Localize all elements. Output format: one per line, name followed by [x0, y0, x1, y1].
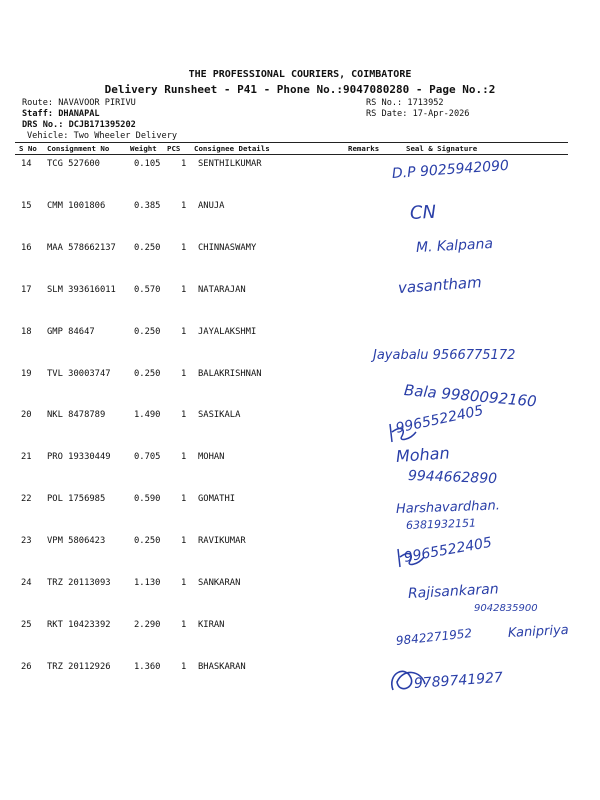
row-pcs: 1	[181, 369, 187, 379]
row-consignment-no: TVL 30003747	[47, 369, 111, 379]
row-sno: 26	[21, 662, 32, 672]
row-sno: 20	[21, 410, 32, 420]
row-pcs: 1	[181, 452, 187, 462]
staff-label: Staff: DHANAPAL	[22, 109, 100, 119]
row-pcs: 1	[181, 201, 187, 211]
row-sno: 15	[21, 201, 32, 211]
signature-23: 9965522405	[402, 534, 494, 566]
row-consignee: JAYALAKSHMI	[198, 327, 257, 337]
row-consignment-no: SLM 393616011	[47, 285, 116, 295]
row-consignee: SASIKALA	[198, 410, 241, 420]
signature-25-b: Kanipriya	[507, 622, 570, 641]
header-bottom-rule	[15, 154, 568, 155]
row-weight: 0.385	[134, 201, 161, 211]
signature-16: M. Kalpana	[415, 235, 494, 256]
row-weight: 0.570	[134, 285, 161, 295]
row-sno: 24	[21, 578, 32, 588]
row-pcs: 1	[181, 243, 187, 253]
row-consignee: SENTHILKUMAR	[198, 159, 262, 169]
row-sno: 17	[21, 285, 32, 295]
signature-20-scribble	[384, 418, 424, 448]
row-sno: 19	[21, 369, 32, 379]
row-pcs: 1	[181, 536, 187, 546]
row-weight: 0.250	[134, 369, 161, 379]
col-header-consignee: Consignee Details	[194, 144, 270, 153]
vehicle-label: Vehicle: Two Wheeler Delivery	[27, 131, 178, 141]
row-consignment-no: VPM 5806423	[47, 536, 106, 546]
row-consignee: MOHAN	[198, 452, 225, 462]
signature-19-b: Bala 9980092160	[403, 381, 538, 411]
row-consignee: BHASKARAN	[198, 662, 246, 672]
signature-22-a: Harshavardhan.	[395, 498, 501, 517]
row-weight: 0.250	[134, 536, 161, 546]
signature-20: 9965522405	[394, 402, 485, 437]
signature-15: CN	[409, 201, 437, 224]
signature-23-scribble	[392, 543, 432, 573]
route-label: Route: NAVAVOOR PIRIVU	[22, 98, 136, 108]
row-weight: 0.705	[134, 452, 161, 462]
row-consignee: GOMATHI	[198, 494, 236, 504]
col-header-sno: S No	[19, 144, 37, 153]
row-consignee: RAVIKUMAR	[198, 536, 246, 546]
row-weight: 1.490	[134, 410, 161, 420]
signature-19-a: Jayabalu 9566775172	[373, 348, 516, 363]
row-pcs: 1	[181, 285, 187, 295]
row-consignment-no: TCG 527600	[47, 159, 100, 169]
signature-21-a: Mohan	[395, 443, 451, 466]
signature-22-b: 6381932151	[405, 516, 477, 532]
signature-21-b: 9944662890	[407, 468, 498, 488]
row-pcs: 1	[181, 327, 187, 337]
row-sno: 14	[21, 159, 32, 169]
row-sno: 21	[21, 452, 32, 462]
col-header-pcs: PCS	[167, 144, 181, 153]
row-consignment-no: RKT 10423392	[47, 620, 111, 630]
row-sno: 16	[21, 243, 32, 253]
rs-date: RS Date: 17-Apr-2026	[366, 109, 470, 119]
col-header-consignment: Consignment No	[47, 144, 110, 153]
row-weight: 0.250	[134, 327, 161, 337]
col-header-weight: Weight	[130, 144, 157, 153]
row-sno: 23	[21, 536, 32, 546]
row-consignee: ANUJA	[198, 201, 225, 211]
signature-26-scribble	[385, 660, 435, 700]
row-consignee: SANKARAN	[198, 578, 241, 588]
header-top-rule	[15, 142, 568, 143]
company-title: THE PROFESSIONAL COURIERS, COIMBATORE	[188, 69, 412, 80]
row-consignment-no: TRZ 20113093	[47, 578, 111, 588]
row-pcs: 1	[181, 410, 187, 420]
drs-number: DRS No.: DCJB171395202	[22, 120, 136, 130]
rs-number: RS No.: 1713952	[366, 98, 444, 108]
signature-24-b: 9042835900	[474, 603, 538, 614]
row-weight: 0.590	[134, 494, 161, 504]
row-weight: 0.105	[134, 159, 161, 169]
row-pcs: 1	[181, 159, 187, 169]
row-weight: 1.130	[134, 578, 161, 588]
row-sno: 18	[21, 327, 32, 337]
row-consignment-no: MAA 578662137	[47, 243, 116, 253]
row-consignment-no: TRZ 20112926	[47, 662, 111, 672]
signature-26: 9789741927	[413, 669, 504, 692]
runsheet-subtitle: Delivery Runsheet - P41 - Phone No.:9047080280 - Page No.:2	[104, 83, 496, 96]
signature-17: vasantham	[397, 273, 483, 297]
row-pcs: 1	[181, 494, 187, 504]
col-header-remarks: Remarks	[348, 144, 380, 153]
row-consignment-no: GMP 84647	[47, 327, 95, 337]
row-consignee: CHINNASWAMY	[198, 243, 257, 253]
col-header-seal-signature: Seal & Signature	[406, 144, 478, 153]
row-weight: 0.250	[134, 243, 161, 253]
row-consignee: KIRAN	[198, 620, 225, 630]
row-consignment-no: POL 1756985	[47, 494, 106, 504]
signature-14: D.P 9025942090	[391, 157, 510, 182]
row-consignee: NATARAJAN	[198, 285, 246, 295]
row-consignment-no: CMM 1001806	[47, 201, 106, 211]
row-sno: 25	[21, 620, 32, 630]
row-pcs: 1	[181, 662, 187, 672]
row-weight: 2.290	[134, 620, 161, 630]
signature-24-a: Rajisankaran	[407, 581, 500, 602]
signature-25-a: 9842271952	[395, 626, 473, 648]
row-sno: 22	[21, 494, 32, 504]
row-pcs: 1	[181, 578, 187, 588]
row-consignment-no: NKL 8478789	[47, 410, 106, 420]
row-consignment-no: PRO 19330449	[47, 452, 111, 462]
row-pcs: 1	[181, 620, 187, 630]
row-consignee: BALAKRISHNAN	[198, 369, 262, 379]
row-weight: 1.360	[134, 662, 161, 672]
